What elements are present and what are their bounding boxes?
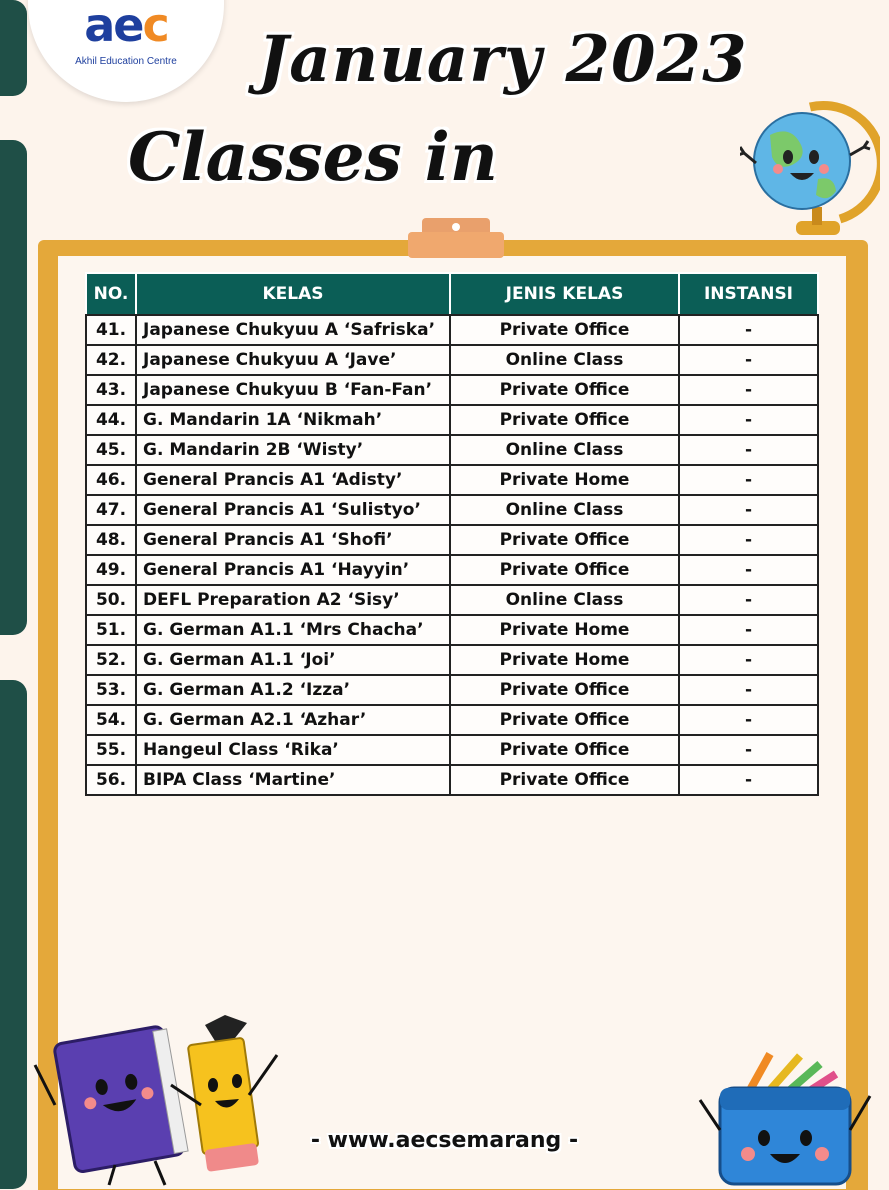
table-row (86, 435, 818, 465)
cell-jenis-kelas: Online Class (450, 345, 679, 375)
table-row (86, 765, 818, 795)
cell-no: 47. (86, 495, 136, 525)
logo-mark-a: ae (84, 0, 143, 52)
cell-jenis-kelas: Private Office (450, 765, 679, 795)
cell-kelas: G. Mandarin 1A ‘Nikmah’ (136, 405, 450, 435)
cell-jenis-kelas: Private Office (450, 705, 679, 735)
cell-no: 53. (86, 675, 136, 705)
cell-no: 49. (86, 555, 136, 585)
cell-jenis-kelas: Private Office (450, 525, 679, 555)
cell-instansi: - (679, 435, 818, 465)
table-row (86, 315, 818, 345)
table-row (86, 705, 818, 735)
side-tab-bottom (0, 680, 27, 1189)
aec-logo (28, 0, 224, 102)
cell-kelas: General Prancis A1 ‘Shofi’ (136, 525, 450, 555)
cell-instansi: - (679, 495, 818, 525)
cell-jenis-kelas: Private Office (450, 375, 679, 405)
cell-no: 50. (86, 585, 136, 615)
cell-kelas: Japanese Chukyuu B ‘Fan-Fan’ (136, 375, 450, 405)
table-row (86, 465, 818, 495)
cell-kelas: General Prancis A1 ‘Adisty’ (136, 465, 450, 495)
cell-kelas: G. German A1.1 ‘Joi’ (136, 645, 450, 675)
cell-instansi: - (679, 405, 818, 435)
cell-no: 51. (86, 615, 136, 645)
side-tab-middle (0, 140, 27, 635)
title-month: January 2023 (258, 22, 748, 97)
cell-instansi: - (679, 675, 818, 705)
table-row (86, 405, 818, 435)
cell-instansi: - (679, 315, 818, 345)
cell-jenis-kelas: Private Home (450, 615, 679, 645)
table-row (86, 585, 818, 615)
clip-bar (408, 232, 504, 258)
cell-no: 41. (86, 315, 136, 345)
cell-kelas: G. Mandarin 2B ‘Wisty’ (136, 435, 450, 465)
cell-kelas: G. German A1.2 ‘Izza’ (136, 675, 450, 705)
cell-instansi: - (679, 525, 818, 555)
globe-character-icon (740, 95, 880, 240)
column-header-jenis-kelas: JENIS KELAS (450, 273, 679, 315)
cell-no: 45. (86, 435, 136, 465)
cell-kelas: G. German A1.1 ‘Mrs Chacha’ (136, 615, 450, 645)
cell-kelas: General Prancis A1 ‘Hayyin’ (136, 555, 450, 585)
cell-instansi: - (679, 615, 818, 645)
table-row (86, 675, 818, 705)
table-row (86, 645, 818, 675)
cell-no: 42. (86, 345, 136, 375)
cell-no: 48. (86, 525, 136, 555)
cell-kelas: Japanese Chukyuu A ‘Jave’ (136, 345, 450, 375)
cell-kelas: Hangeul Class ‘Rika’ (136, 735, 450, 765)
cell-kelas: G. German A2.1 ‘Azhar’ (136, 705, 450, 735)
cell-no: 44. (86, 405, 136, 435)
cell-jenis-kelas: Online Class (450, 585, 679, 615)
column-header-instansi: INSTANSI (679, 273, 818, 315)
cell-jenis-kelas: Private Home (450, 645, 679, 675)
cell-kelas: BIPA Class ‘Martine’ (136, 765, 450, 795)
logo-mark-b: c (142, 0, 168, 52)
cell-jenis-kelas: Private Office (450, 315, 679, 345)
cell-kelas: DEFL Preparation A2 ‘Sisy’ (136, 585, 450, 615)
table-row (86, 735, 818, 765)
table-header-row (86, 273, 818, 315)
cell-no: 52. (86, 645, 136, 675)
cell-instansi: - (679, 735, 818, 765)
table-row (86, 615, 818, 645)
cell-instansi: - (679, 555, 818, 585)
column-header-no: NO. (86, 273, 136, 315)
cell-no: 54. (86, 705, 136, 735)
logo-mark (28, 0, 224, 52)
column-header-kelas: KELAS (136, 273, 450, 315)
table-row (86, 525, 818, 555)
table-body (86, 315, 818, 795)
pencil-case-character-icon (690, 1050, 880, 1189)
cell-no: 56. (86, 765, 136, 795)
cell-jenis-kelas: Private Office (450, 675, 679, 705)
cell-no: 55. (86, 735, 136, 765)
table-row (86, 375, 818, 405)
side-tab-top (0, 0, 27, 96)
cell-instansi: - (679, 585, 818, 615)
cell-instansi: - (679, 465, 818, 495)
cell-jenis-kelas: Online Class (450, 495, 679, 525)
book-character-icon (25, 1015, 315, 1189)
table-row (86, 495, 818, 525)
cell-jenis-kelas: Private Home (450, 465, 679, 495)
cell-jenis-kelas: Private Office (450, 735, 679, 765)
cell-no: 46. (86, 465, 136, 495)
cell-kelas: Japanese Chukyuu A ‘Safriska’ (136, 315, 450, 345)
clip-hole (452, 223, 460, 231)
table-row (86, 555, 818, 585)
cell-instansi: - (679, 765, 818, 795)
cell-instansi: - (679, 345, 818, 375)
cell-kelas: General Prancis A1 ‘Sulistyo’ (136, 495, 450, 525)
cell-no: 43. (86, 375, 136, 405)
cell-instansi: - (679, 375, 818, 405)
title-classes: Classes in (128, 118, 498, 196)
cell-jenis-kelas: Private Office (450, 405, 679, 435)
cell-instansi: - (679, 645, 818, 675)
classes-table (85, 272, 819, 796)
cell-jenis-kelas: Online Class (450, 435, 679, 465)
clipboard-clip (408, 218, 504, 260)
table-row (86, 345, 818, 375)
cell-instansi: - (679, 705, 818, 735)
cell-jenis-kelas: Private Office (450, 555, 679, 585)
footer-website: - www.aecsemarang - (310, 1128, 579, 1153)
logo-name: Akhil Education Centre (75, 56, 177, 67)
